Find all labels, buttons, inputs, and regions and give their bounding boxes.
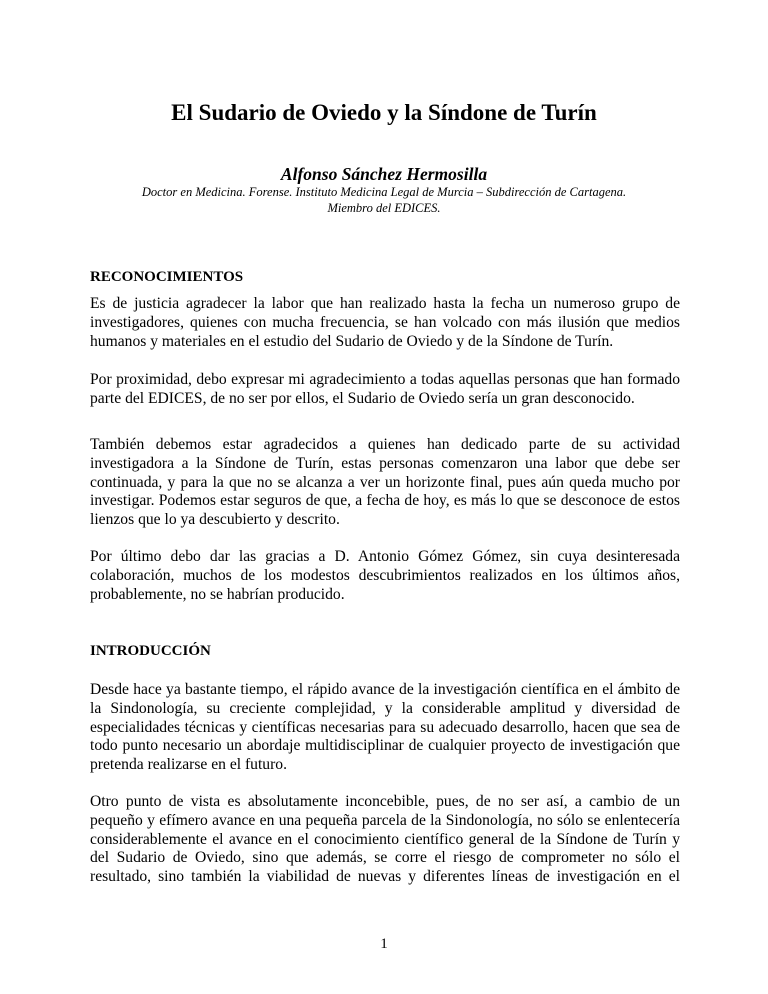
text-line: pretenda realizarse en el futuro. xyxy=(90,756,287,774)
paragraph xyxy=(90,793,680,887)
text-line: colaboración, muchos de los modestos descubrimientos realizados en los últimos años, xyxy=(90,566,680,584)
text-line: Por proximidad, debo expresar mi agradecimiento a todas aquellas personas que han formado xyxy=(90,371,680,388)
text-line: También debemos estar agradecidos a quienes han dedicado parte de su actividad xyxy=(90,436,680,453)
text-line: Por último debo dar las gracias a D. Antonio Gómez Gómez, sin cuya desinteresada xyxy=(90,548,680,565)
document-title: El Sudario de Oviedo y la Síndone de Turín xyxy=(171,100,597,125)
text-line: investigadores, quienes con mucha frecuencia, se han volcado con más ilusión que medios xyxy=(90,313,680,331)
text-line: investigadora a la Síndone de Turín, estas personas comenzaron una labor que debe ser xyxy=(90,454,680,472)
section-heading: RECONOCIMIENTOS xyxy=(90,269,244,285)
text-line: especialidades técnicas y científicas necesarias para su adecuado desarrollo, hacen que sea de xyxy=(90,718,680,736)
text-line: probablemente, no se habrían producido. xyxy=(90,585,345,603)
text-line: humanos y materiales en el estudio del Sudario de Oviedo y de la Síndone de Turín. xyxy=(90,332,614,350)
text-line: Desde hace ya bastante tiempo, el rápido avance de la investigación científica en el ámbito de xyxy=(90,681,680,698)
text-line: la Sindonología, su creciente complejidad, y la considerable amplitud y diversidad de xyxy=(90,699,680,717)
paragraph xyxy=(90,548,680,604)
text-line: resultado, sino también la viabilidad de nuevas y diferentes líneas de investigación en el xyxy=(90,868,680,886)
text-line: investigar. Podemos estar seguros de que, a fecha de hoy, es más lo que se desconoce de estos xyxy=(90,492,680,510)
text-line: Otro punto de vista es absolutamente inconcebible, pues, de no ser así, a cambio de un xyxy=(90,793,680,810)
text-line: continuada, y para la que no se alcanza a ver un horizonte final, pues aún queda mucho por xyxy=(90,473,680,491)
author-affiliation: Doctor en Medicina. Forense. Instituto Medicina Legal de Murcia – Subdirección de Cartagena. xyxy=(141,185,627,199)
text-line: lienzos que lo ya descubierto y descrito. xyxy=(90,511,340,529)
author-name: Alfonso Sánchez Hermosilla xyxy=(280,164,488,184)
text-line: Es de justicia agradecer la labor que han realizado hasta la fecha un numeroso grupo de xyxy=(90,295,680,312)
text-line: parte del EDICES, de no ser por ellos, el Sudario de Oviedo sería un gran desconocido. xyxy=(90,389,635,407)
text-line: pequeño y efímero avance en una pequeña parcela de la Sindonología, no sólo se enlentecería xyxy=(90,811,680,829)
paragraph xyxy=(90,371,680,409)
section-heading: INTRODUCCIÓN xyxy=(90,643,211,659)
author-membership: Miembro del EDICES. xyxy=(327,201,441,215)
text-line: todo punto necesario un abordaje multidisciplinar de cualquier proyecto de investigación que xyxy=(90,737,680,755)
paragraph xyxy=(90,436,680,530)
paragraph xyxy=(90,295,680,351)
text-line: del Sudario de Oviedo, sino que además, se corre el riesgo de comprometer no sólo el xyxy=(90,849,680,867)
text-line: considerablemente el avance en el conocimiento científico general de la Síndone de Turín y xyxy=(90,830,680,848)
paragraph xyxy=(90,681,680,775)
page-number: 1 xyxy=(380,936,388,952)
